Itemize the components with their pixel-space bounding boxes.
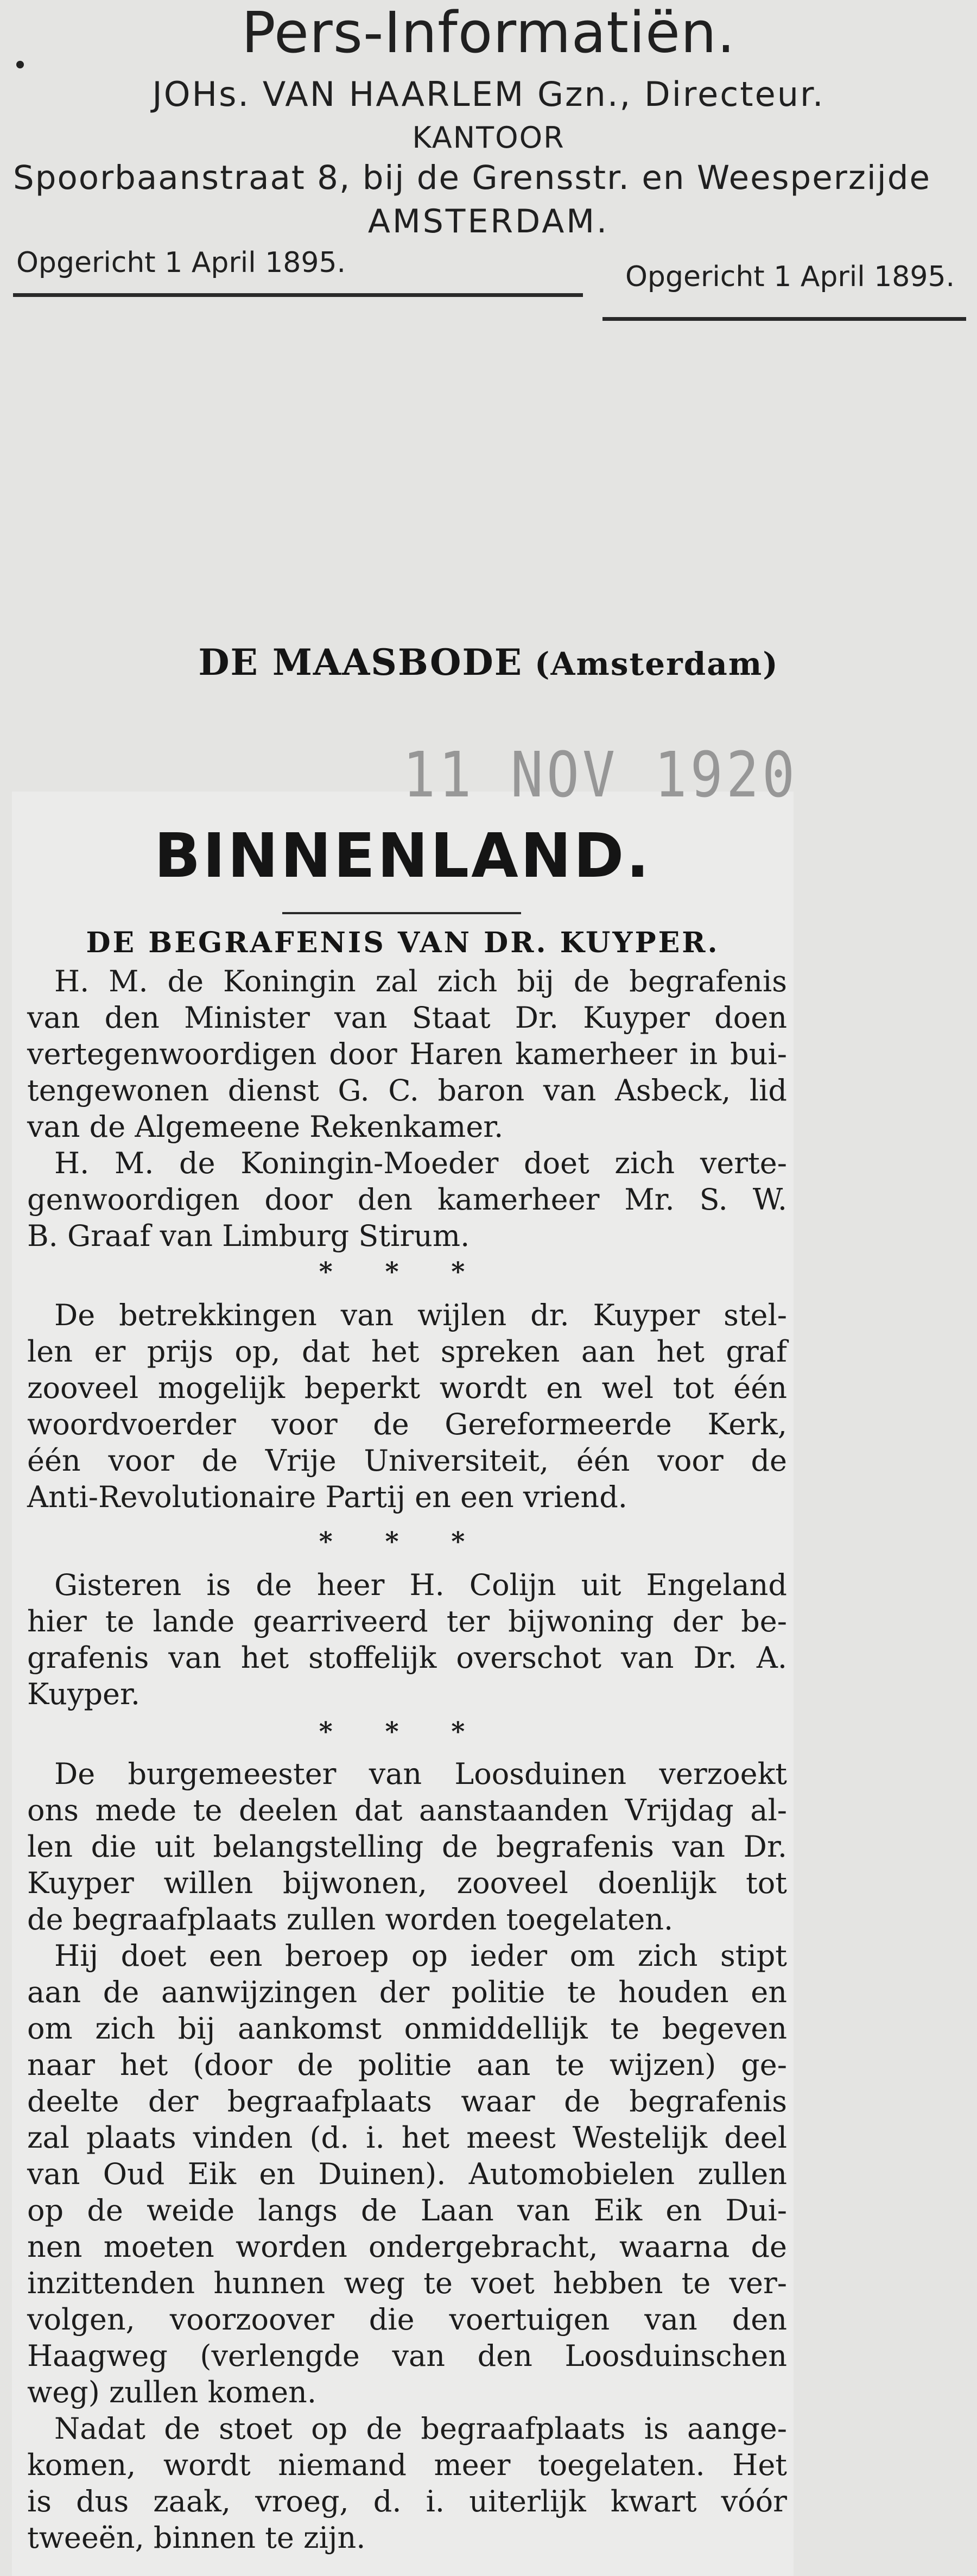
article-line: H. M. de Koningin-Moeder doet zich verte- xyxy=(54,1146,787,1180)
article-line: woordvoerder voor de Gereformeerde Kerk, xyxy=(27,1407,787,1441)
masthead-rule-right xyxy=(602,317,966,321)
article-line: Kuyper willen bijwonen, zooveel doenlijk tot xyxy=(27,1866,787,1900)
article-line: De betrekkingen van wijlen dr. Kuyper stel- xyxy=(54,1298,787,1332)
article-line: genwoordigen door den kamerheer Mr. S. W. xyxy=(27,1182,787,1217)
article-line: Hij doet een beroep op ieder om zich stipt xyxy=(54,1939,787,1973)
article-line: ons mede te deelen dat aanstaanden Vrijdag al- xyxy=(27,1793,787,1827)
article-line: om zich bij aankomst onmiddellijk te begeven xyxy=(27,2011,787,2046)
article-line: len die uit belangstelling de begrafenis van Dr. xyxy=(27,1830,787,1864)
article-line: Gisteren is de heer H. Colijn uit Engeland xyxy=(54,1568,787,1602)
article-line: Nadat de stoet op de begraafplaats is aange- xyxy=(54,2412,787,2446)
article-line: B. Graaf van Limburg Stirum. xyxy=(27,1219,470,1253)
article-line: aan de aanwijzingen der politie te houden en xyxy=(27,1975,787,2009)
article-headline: DE BEGRAFENIS VAN DR. KUYPER. xyxy=(86,926,720,959)
article-line: vertegenwoordigen door Haren kamerheer in bui- xyxy=(27,1037,787,1071)
article-line: deelte der begraafplaats waar de begrafenis xyxy=(27,2084,787,2118)
founded-date-left: Opgericht 1 April 1895. xyxy=(16,246,346,279)
office-address: Spoorbaanstraat 8, bij de Grensstr. en Weesperzijde xyxy=(13,159,931,197)
source-paper-name: DE MAASBODE xyxy=(198,641,523,683)
source-paper-city: (Amsterdam) xyxy=(535,645,779,682)
article-line: grafenis van het stoffelijk overschot van Dr. A. xyxy=(27,1641,787,1675)
masthead-rule-left xyxy=(13,293,583,297)
article-line: hier te lande gearriveerd ter bijwoning der be- xyxy=(27,1604,787,1638)
article-line: len er prijs op, dat het spreken aan het graf xyxy=(27,1334,787,1369)
article-line: Anti-Revolutionaire Partij en een vriend. xyxy=(27,1480,627,1514)
article-line: Haagweg (verlengde van den Loosduinschen xyxy=(27,2339,787,2373)
article-line: is dus zaak, vroeg, d. i. uiterlijk kwart vóór xyxy=(27,2484,787,2518)
separator-stars: * * * xyxy=(319,1527,487,1557)
separator-stars: * * * xyxy=(319,1717,487,1747)
director-line: JOHs. VAN HAARLEM Gzn., Directeur. xyxy=(152,74,825,114)
heading-rule xyxy=(282,912,521,914)
section-heading: BINNENLAND. xyxy=(154,821,652,891)
article-line: van den Minister van Staat Dr. Kuyper doen xyxy=(27,1001,787,1035)
article-line: naar het (door de politie aan te wijzen) ge- xyxy=(27,2048,787,2082)
article-line: van de Algemeene Rekenkamer. xyxy=(27,1110,504,1144)
article-line: op de weide langs de Laan van Eik en Dui- xyxy=(27,2193,787,2227)
article-line: tengewonen dienst G. C. baron van Asbeck, lid xyxy=(27,1073,787,1107)
article-line: komen, wordt niemand meer toegelaten. Het xyxy=(27,2448,787,2482)
date-stamp: 11 NOV 1920 xyxy=(403,738,798,812)
article-line: zal plaats vinden (d. i. het meest Westelijk deel xyxy=(27,2121,787,2155)
article-line: De burgemeester van Loosduinen verzoekt xyxy=(54,1757,787,1791)
office-city: AMSTERDAM. xyxy=(367,202,610,240)
article-line: H. M. de Koningin zal zich bij de begrafenis xyxy=(54,964,787,998)
article-line: de begraafplaats zullen worden toegelaten. xyxy=(27,1902,674,1936)
source-newspaper xyxy=(0,640,977,687)
article-line: van Oud Eik en Duinen). Automobielen zullen xyxy=(27,2157,787,2191)
article-line: zooveel mogelijk beperkt wordt en wel tot één xyxy=(27,1371,787,1405)
article-line: inzittenden hunnen weg te voet hebben te ver- xyxy=(27,2266,787,2300)
article-line: weg) zullen komen. xyxy=(27,2375,316,2409)
article-line: tweeën, binnen te zijn. xyxy=(27,2521,366,2555)
article-line: Kuyper. xyxy=(27,1677,141,1711)
article-line: nen moeten worden ondergebracht, waarna de xyxy=(27,2230,787,2264)
founded-date-right: Opgericht 1 April 1895. xyxy=(625,261,955,293)
separator-stars: * * * xyxy=(319,1257,487,1287)
article-line: volgen, voorzoover die voertuigen van den xyxy=(27,2302,787,2337)
agency-title: Pers-Informatiën. xyxy=(242,0,735,66)
article-line: één voor de Vrije Universiteit, één voor de xyxy=(27,1444,787,1478)
office-label: KANTOOR xyxy=(412,121,565,155)
